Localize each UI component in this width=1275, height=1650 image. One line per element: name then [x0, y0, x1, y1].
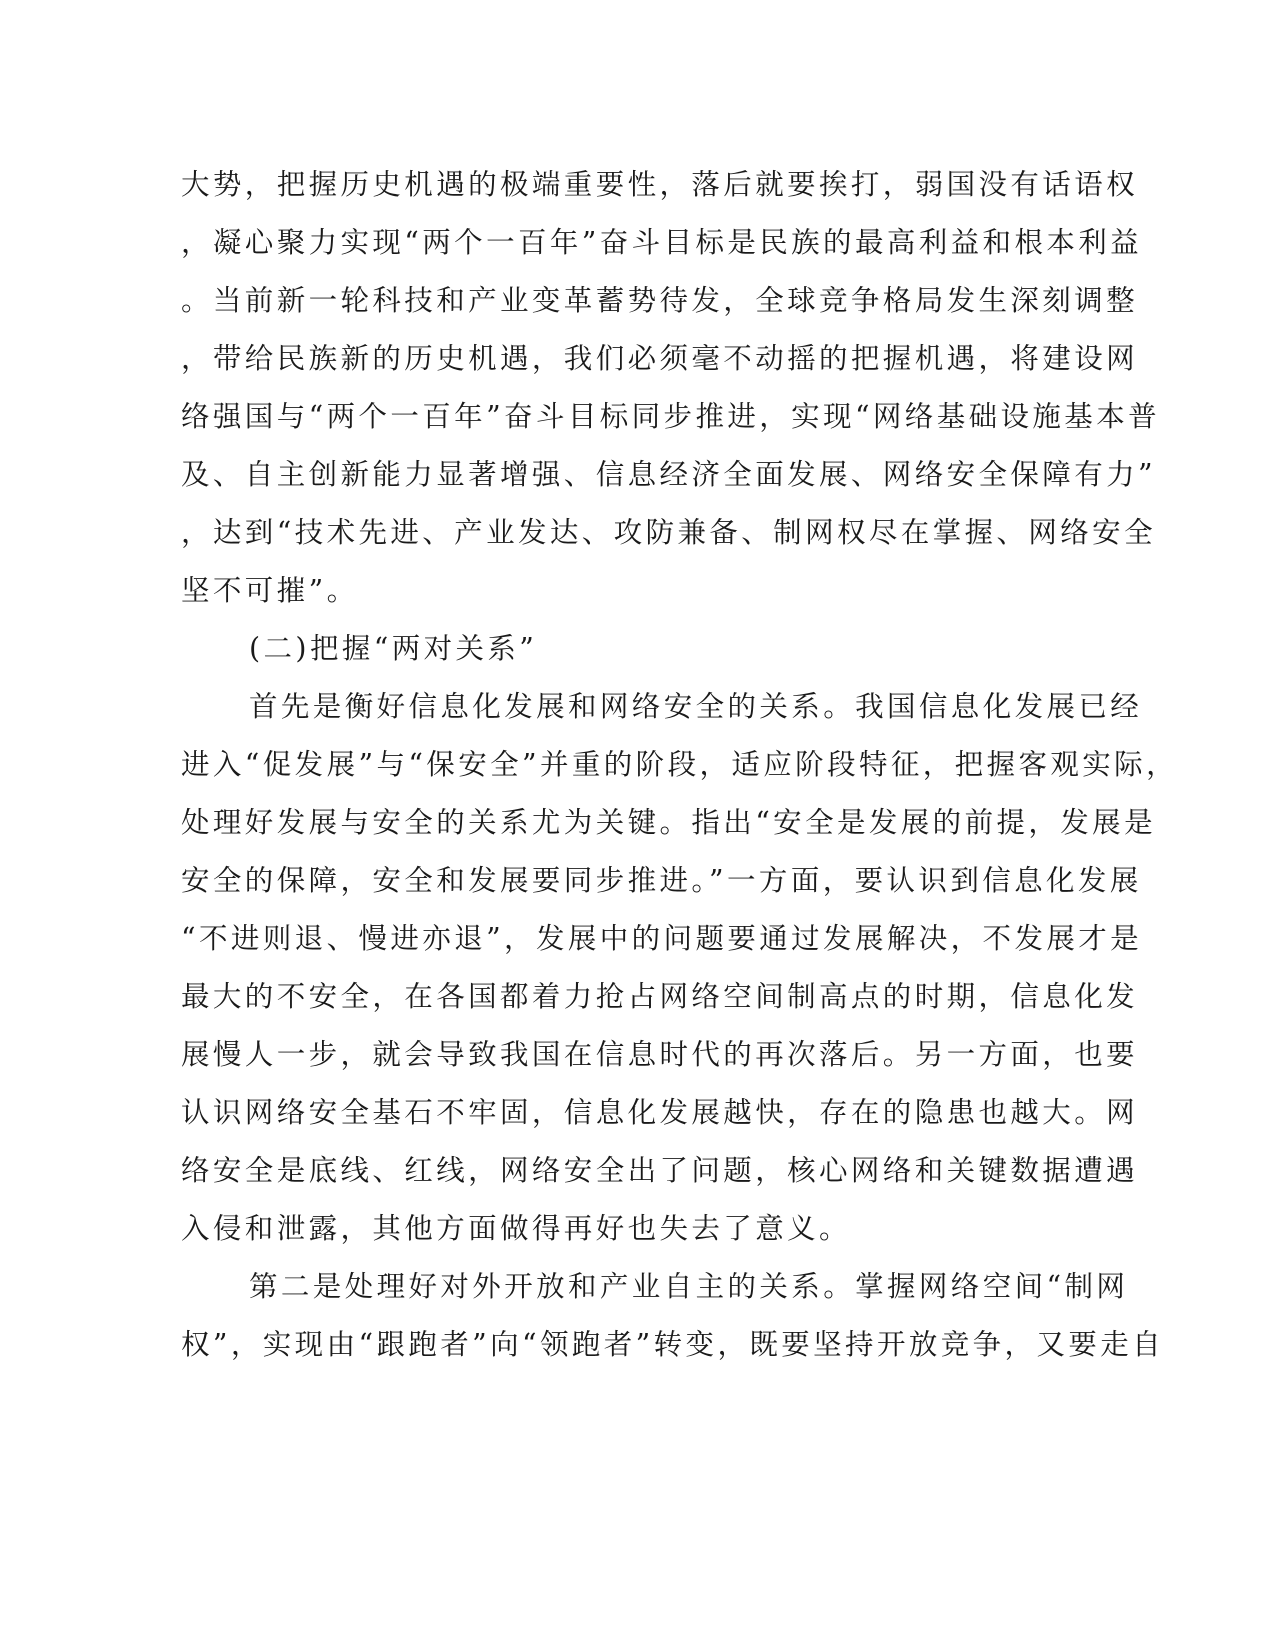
text-line: 络强国与“两个一百年”奋斗目标同步推进，实现“网络基础设施基本普: [181, 400, 1161, 433]
text-line: ，达到“技术先进、产业发达、攻防兼备、制网权尽在掌握、网络安全: [181, 516, 1156, 549]
text-line: 首先是衡好信息化发展和网络安全的关系。我国信息化发展已经: [249, 690, 1143, 723]
text-line: 展慢人一步，就会导致我国在信息时代的再次落后。另一方面，也要: [181, 1038, 1139, 1071]
text-line: 安全的保障，安全和发展要同步推进。”一方面，要认识到信息化发展: [181, 864, 1142, 897]
section-heading: (二)把握“两对关系”: [249, 632, 538, 665]
text-line: 入侵和泄露，其他方面做得再好也失去了意义。: [181, 1212, 851, 1245]
text-line: 第二是处理好对外开放和产业自主的关系。掌握网络空间“制网: [249, 1270, 1129, 1303]
text-line: 大势，把握历史机遇的极端重要性，落后就要挨打，弱国没有话语权: [181, 168, 1139, 201]
text-line: 进入“促发展”与“保安全”并重的阶段，适应阶段特征，把握客观实际，: [181, 748, 1178, 781]
text-line: 处理好发展与安全的关系尤为关键。指出“安全是发展的前提，发展是: [181, 806, 1156, 839]
text-line: 最大的不安全，在各国都着力抢占网络空间制高点的时期，信息化发: [181, 980, 1139, 1013]
text-line: 。当前新一轮科技和产业变革蓄势待发，全球竞争格局发生深刻调整: [181, 284, 1139, 317]
text-line: 及、自主创新能力显著增强、信息经济全面发展、网络安全保障有力”: [181, 458, 1156, 491]
text-line: “不进则退、慢进亦退”，发展中的问题要通过发展解决，不发展才是: [181, 922, 1143, 955]
text-line: ，凝心聚力实现“两个一百年”奋斗目标是民族的最高利益和根本利益: [181, 226, 1143, 259]
text-line: 权”，实现由“跟跑者”向“领跑者”转变，既要坚持开放竞争，又要走自: [181, 1328, 1165, 1361]
body-text: [181, 156, 1178, 1374]
text-line: ，带给民族新的历史机遇，我们必须毫不动摇的把握机遇，将建设网: [181, 342, 1139, 375]
text-line: 认识网络安全基石不牢固，信息化发展越快，存在的隐患也越大。网: [181, 1096, 1139, 1129]
text-line: 坚不可摧”。: [181, 574, 359, 607]
text-line: 络安全是底线、红线，网络安全出了问题，核心网络和关键数据遭遇: [181, 1154, 1139, 1187]
